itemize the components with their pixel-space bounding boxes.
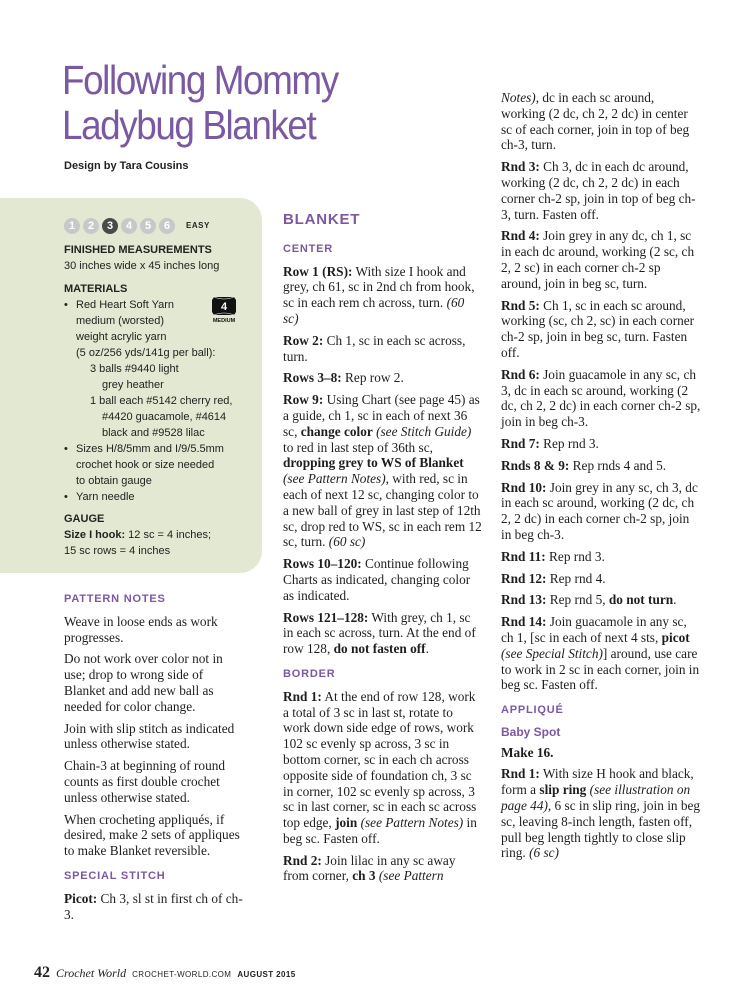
rows-10-120: Rows 10–120: Continue following Charts as indicated, changing color as indicated. — [283, 556, 471, 603]
note-4: Chain-3 at beginning of round counts as first double crochet unless otherwise stated. — [64, 758, 226, 805]
border-rnd-14: Rnd 14: Join guacamole in any sc, ch 1, [sc in each of next 4 sts, picot (see Special Stitch)] around, use care to work in 2 sc in each corner, join in beg sc. Fasten off. — [501, 614, 700, 693]
border-rnd-6: Rnd 6: Join guacamole in any sc, ch 3, dc in each sc around, working (2 dc, ch 2, 2 dc) in each corner ch-2 sp, join in beg ch-3. — [501, 366, 701, 430]
border-heading: BORDER — [283, 667, 336, 680]
note-5: When crocheting appliqués, if desired, make 2 sets of appliques to make Blanket reversible. — [64, 811, 240, 859]
border-rnd-13: Rnd 13: Rep rnd 5, do not turn. — [501, 592, 677, 608]
row-9: Row 9: Using Chart (see page 45) as a guide, ch 1, sc in each of next 36 sc, change color (see Stitch Guide) to red in last step of 36th sc, dropping grey to WS of Blanket (see Pattern Notes), with red, sc in each of next 12 sc, changing color to a new ball of grey in last step of 12th sc, drop red to WS, sc in each rem 12 sc, turn. (60 sc) — [283, 392, 482, 550]
measurements-heading: FINISHED MEASUREMENTS — [64, 244, 212, 256]
applique-heading: APPLIQUÉ — [501, 704, 564, 717]
border-rnds-8-9: Rnds 8 & 9: Rep rnds 4 and 5. — [501, 457, 667, 473]
material-needle: • Yarn needle — [64, 489, 256, 505]
skill-circle-4: 4 — [121, 218, 137, 234]
yarn-weight-label: MEDIUM — [212, 318, 236, 324]
skill-circle-5: 5 — [140, 218, 156, 234]
blanket-heading: BLANKET — [283, 211, 361, 228]
border-rnd-1: Rnd 1: At the end of row 128, work a total of 3 sc in last st, rotate to work down side edge of rows, work 102 sc evenly sp across, 3 sc in bottom corner, sc in each ch across opposite side of foundation ch, 3 sc in corner, 102 sc evenly sp across, 3 sc in last corner, sc in each sc across top edge, join (see Pattern Notes) in beg sc. Fasten off. — [283, 688, 477, 846]
border-rnd-10: Rnd 10: Join grey in any sc, ch 3, dc in each sc around, working (2 dc, ch 2, 2 dc) in each corner ch-2 sp, join in beg ch-3. — [501, 479, 698, 542]
material-yarn: • Red Heart Soft Yarn medium (worsted) weight acrylic yarn (5 oz/256 yds/141g per ball): 3 balls #9440 light grey heather 1 ball each #5142 cherry red, #4420 guacamole, #4614 black and #9528 lilac — [64, 297, 256, 441]
row-1: Row 1 (RS): With size I hook and grey, ch 61, sc in 2nd ch from hook, sc in each rem ch across, turn. (60 sc) — [283, 263, 475, 326]
skill-circle-1: 1 — [64, 218, 80, 234]
note-2: Do not work over color not in use; drop to wrong side of Blanket and add new ball as needed for color change. — [64, 651, 223, 714]
note-1: Weave in loose ends as work progresses. — [64, 613, 218, 645]
border-rnd-7: Rnd 7: Rep rnd 3. — [501, 435, 599, 451]
yarn-weight-number: 4 — [220, 301, 228, 313]
page-title — [62, 58, 449, 148]
column-3 — [501, 90, 701, 867]
skill-circle-6: 6 — [159, 218, 175, 234]
special-stitch-heading: SPECIAL STITCH — [64, 869, 166, 882]
rows-3-8: Rows 3–8: Rep row 2. — [283, 370, 404, 386]
magazine-url: CROCHET-WORLD.COM — [132, 970, 232, 979]
gauge-rows: 15 sc rows = 4 inches — [64, 545, 171, 557]
info-box-content — [64, 218, 256, 559]
rows-121-128: Rows 121–128: With grey, ch 1, sc in each sc across, turn. At the end of row 128, do not fasten off. — [283, 609, 476, 657]
material-hooks: • Sizes H/8/5mm and I/9/5.5mm crochet hook or size needed to obtain gauge — [64, 441, 256, 489]
border-rnd-11: Rnd 11: Rep rnd 3. — [501, 548, 605, 564]
border-rnd-12: Rnd 12: Rep rnd 4. — [501, 570, 606, 586]
border-rnd-2: Rnd 2: Join lilac in any sc away from corner, ch 3 (see Pattern — [283, 852, 456, 884]
row-2: Row 2: Ch 1, sc in each sc across, turn. — [283, 332, 466, 364]
skill-circle-3-active: 3 — [102, 218, 118, 234]
skill-level — [64, 218, 256, 234]
baby-spot-heading: Baby Spot — [501, 724, 561, 739]
skill-circle-2: 2 — [83, 218, 99, 234]
center-heading: CENTER — [283, 242, 334, 255]
title-line-1: Following Mommy — [62, 57, 338, 103]
note-3: Join with slip stitch as indicated unless otherwise stated. — [64, 720, 235, 752]
border-rnd-4: Rnd 4: Join grey in any dc, ch 1, sc in each dc around, working (2 sc, ch 2, 2 sc) in each corner ch-2 sp around, join in beg sc, turn. — [501, 228, 695, 291]
picot-definition: Picot: Ch 3, sl st in first ch of ch-3. — [64, 890, 243, 922]
issue-date: AUGUST 2015 — [237, 970, 296, 979]
skill-label: EASY — [186, 221, 210, 230]
materials-heading: MATERIALS — [64, 283, 128, 295]
page-number: 42 — [34, 964, 50, 981]
make-count: Make 16. — [501, 744, 554, 760]
gauge-heading: GAUGE — [64, 513, 105, 525]
gauge-text: Size I hook: 12 sc = 4 inches; — [64, 529, 212, 541]
byline: Design by Tara Cousins — [64, 160, 189, 172]
border-rnd-3: Rnd 3: Ch 3, dc in each dc around, working (2 dc, ch 2, 2 dc) in each corner ch-2 sp, join in top of beg ch-3, turn. Fasten off. — [501, 159, 696, 222]
yarn-weight-icon — [210, 294, 238, 324]
magazine-name: Crochet World — [56, 966, 127, 980]
measurements-text: 30 inches wide x 45 inches long — [64, 260, 220, 272]
materials-list — [64, 297, 256, 505]
pattern-notes-heading: PATTERN NOTES — [64, 593, 166, 605]
page-footer — [34, 964, 296, 982]
border-rnd-5: Rnd 5: Ch 1, sc in each sc around, working (sc, ch 2, sc) in each corner ch-2 sp, join in beg sc, turn. Fasten off. — [501, 297, 695, 360]
title-line-2: Ladybug Blanket — [62, 102, 316, 148]
column-1 — [64, 592, 244, 928]
applique-rnd-1: Rnd 1: With size H hook and black, form a slip ring (see illustration on page 44), 6 sc in slip ring, join in beg sc, leaving 8-inch length, fasten off, pull beg length tightly to close slip ring. (6 sc) — [501, 766, 701, 861]
column-2 — [283, 212, 483, 884]
border-rnd-2-cont: Notes), dc in each sc around, working (2 dc, ch 2, 2 dc) in center sc of each corner, join in top of beg ch-3, turn. — [501, 90, 690, 153]
